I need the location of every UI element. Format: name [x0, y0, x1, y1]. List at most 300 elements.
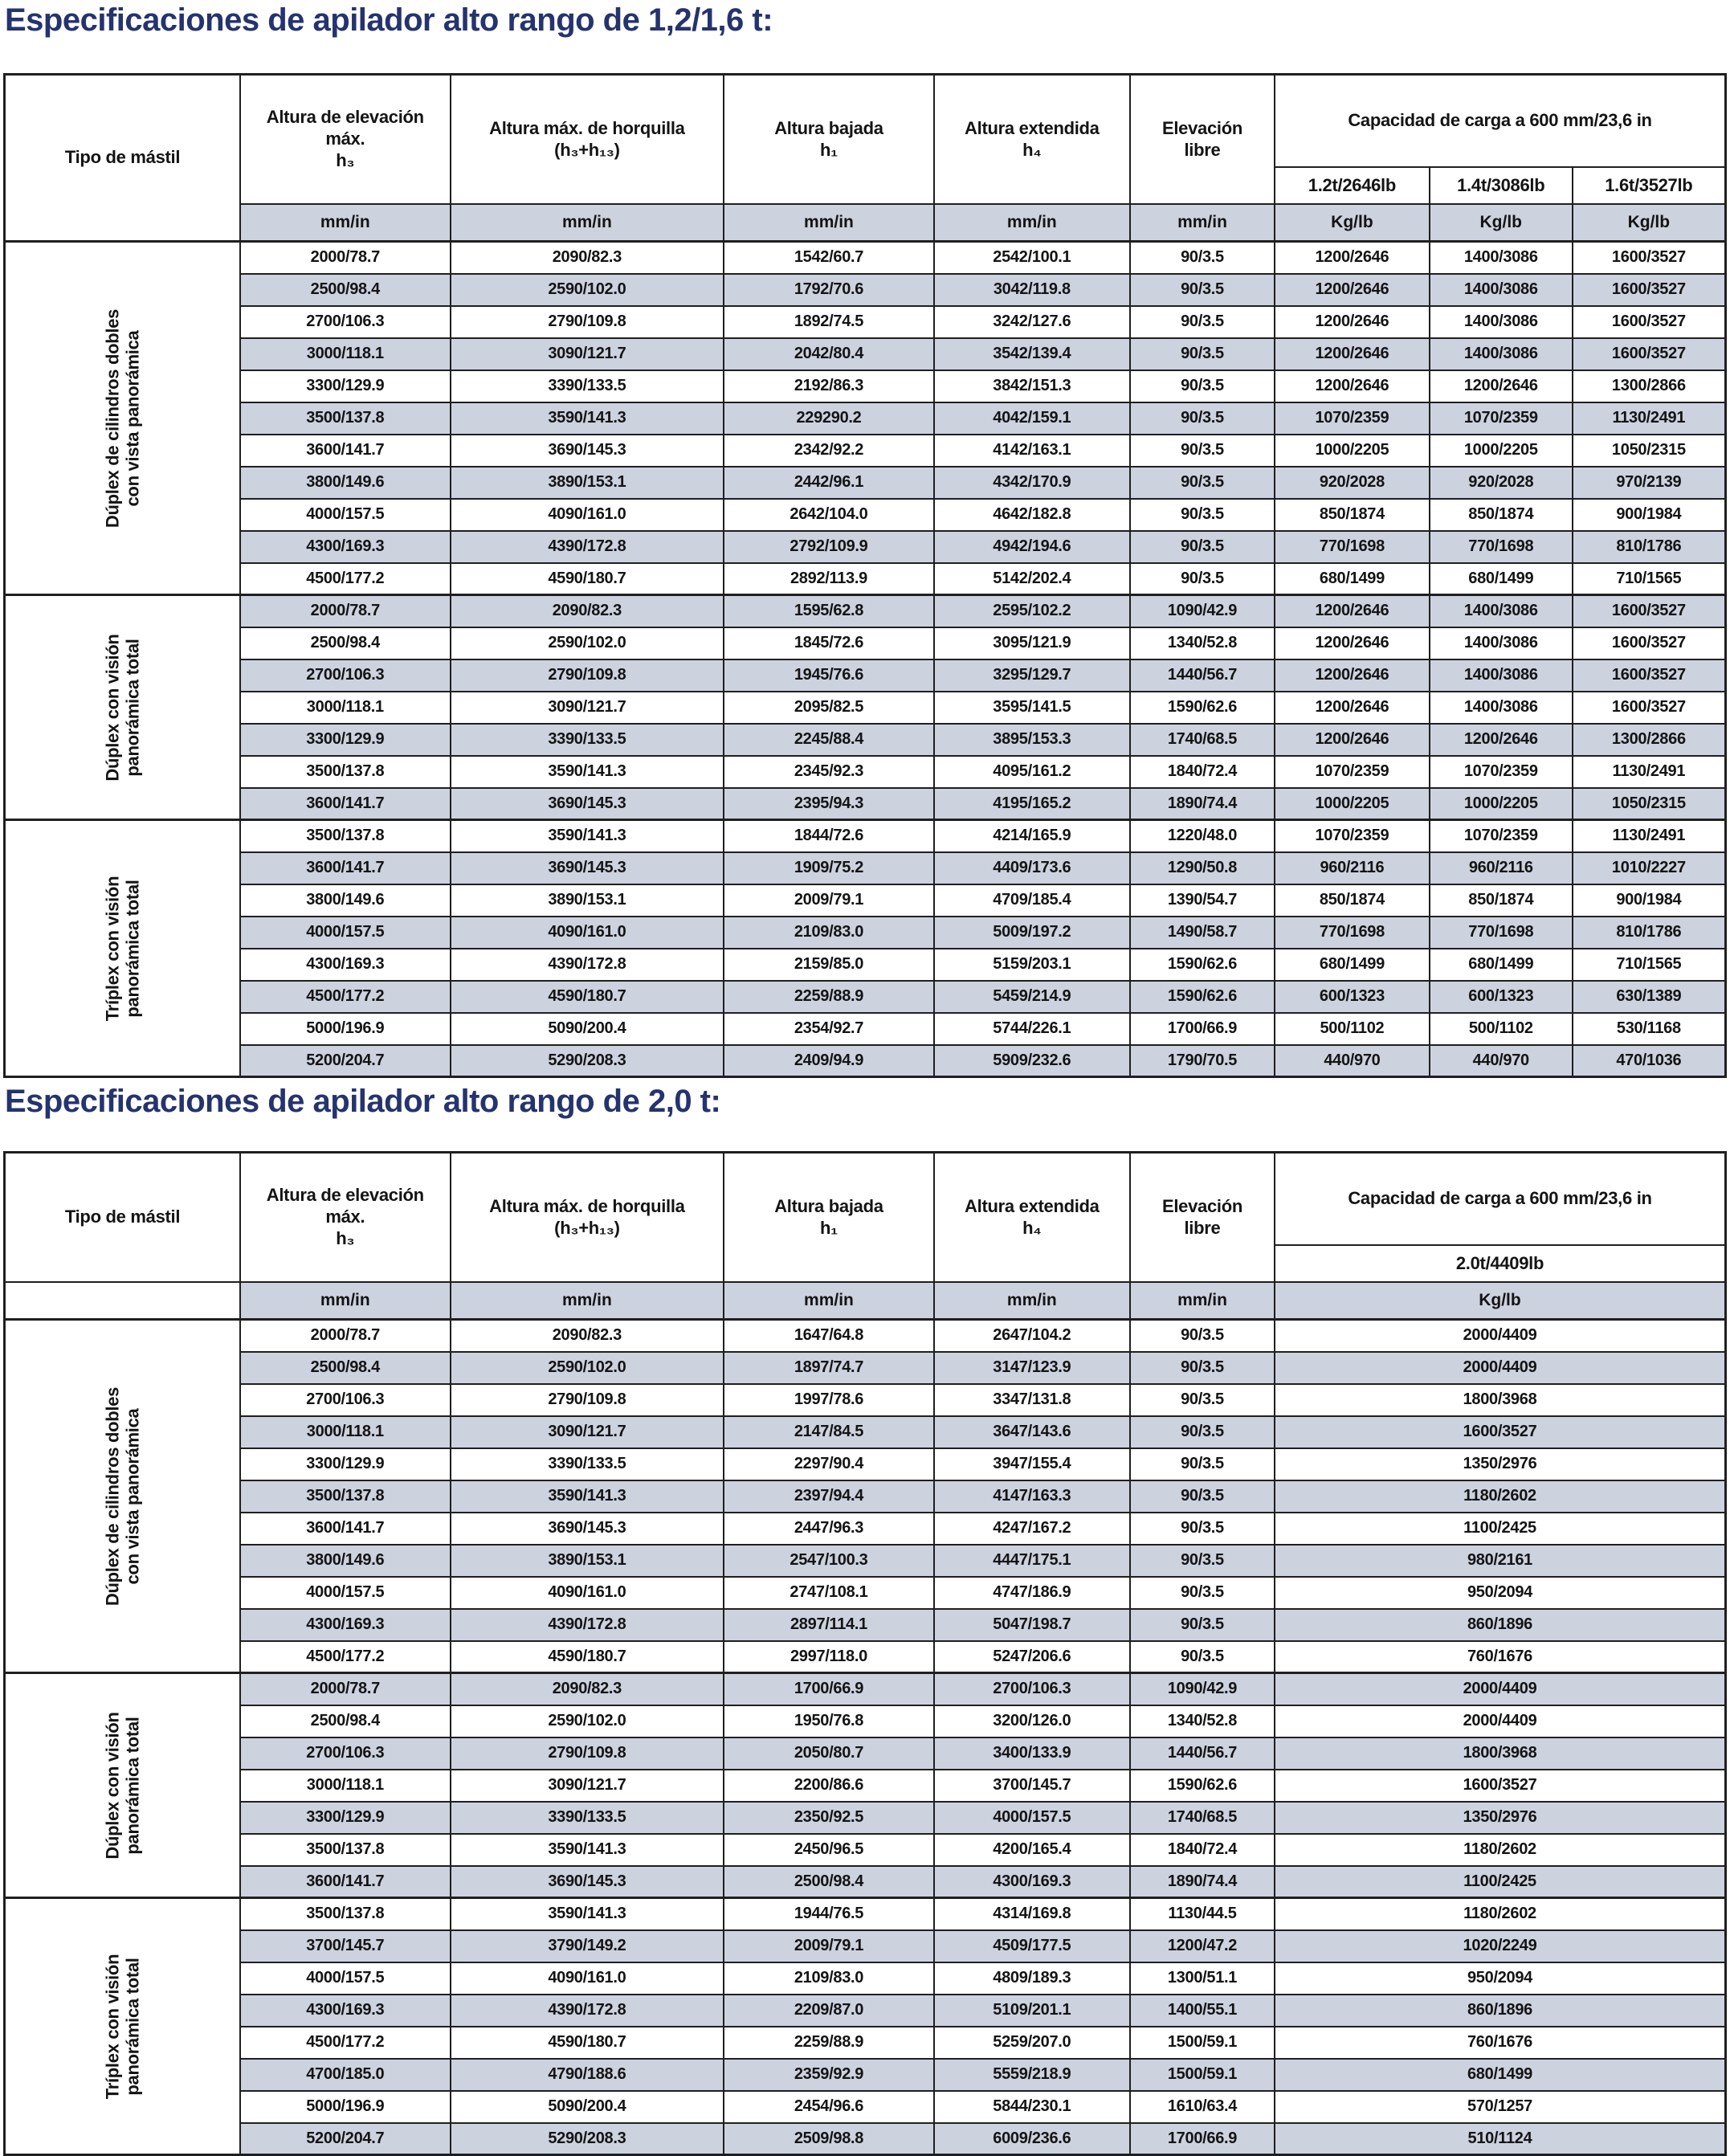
spec-cell: 1600/3527: [1573, 659, 1726, 692]
units-cell-mm-in: mm/in: [934, 1282, 1130, 1320]
spec-cell: 3600/141.7: [240, 852, 450, 884]
mast-group-label: [5, 1898, 241, 2155]
spec-cell: 1400/3086: [1430, 274, 1573, 306]
spec-cell: 1130/2491: [1573, 402, 1726, 435]
table-row: [5, 1545, 1726, 1577]
spec-cell: 2000/4409: [1275, 1673, 1726, 1705]
spec-cell: 5744/226.1: [934, 1013, 1130, 1045]
table-row: [5, 2027, 1726, 2059]
spec-cell: 1200/2646: [1275, 595, 1430, 627]
spec-cell: 4195/165.2: [934, 788, 1130, 820]
spec-cell: 2454/96.6: [724, 2091, 933, 2123]
spec-cell: 2192/86.3: [724, 370, 933, 402]
spec-cell: 2409/94.9: [724, 1045, 933, 1077]
spec-cell: 2790/109.8: [451, 659, 724, 692]
table-row: [5, 1737, 1726, 1770]
spec-cell: 1844/72.6: [724, 820, 933, 852]
spec-cell: 4300/169.3: [240, 949, 450, 981]
spec-cell: 1220/48.0: [1130, 820, 1275, 852]
spec-cell: 2090/82.3: [451, 242, 724, 274]
spec-cell: 3000/118.1: [240, 338, 450, 370]
spec-cell: 630/1389: [1573, 981, 1726, 1013]
spec-cell: 1700/66.9: [1130, 2123, 1275, 2155]
spec-cell: 1130/2491: [1573, 756, 1726, 788]
spec-cell: 2000/4409: [1275, 1705, 1726, 1737]
spec-cell: 229290.2: [724, 402, 933, 435]
spec-cell: 4590/180.7: [451, 2027, 724, 2059]
spec-cell: 4390/172.8: [451, 949, 724, 981]
spec-cell: 1300/2866: [1573, 370, 1726, 402]
spec-cell: 1997/78.6: [724, 1384, 933, 1416]
spec-cell: 4500/177.2: [240, 2027, 450, 2059]
spec-cell: 90/3.5: [1130, 1416, 1275, 1448]
spec-cell: 3790/149.2: [451, 1930, 724, 1962]
spec-cell: 3700/145.7: [934, 1770, 1130, 1802]
column-header-line: h₄: [1022, 1217, 1042, 1238]
spec-cell: 3690/145.3: [451, 852, 724, 884]
units-cell-mm-in: mm/in: [724, 204, 933, 242]
table-row: [5, 1609, 1726, 1641]
column-header-line: (h₃+h₁₃): [554, 139, 620, 160]
spec-cell: 2159/85.0: [724, 949, 933, 981]
spec-cell: 1600/3527: [1573, 595, 1726, 627]
table-row: [5, 242, 1726, 274]
spec-cell: 2500/98.4: [240, 1352, 450, 1384]
spec-cell: 3890/153.1: [451, 467, 724, 499]
spec-cell: 2359/92.9: [724, 2059, 933, 2091]
column-header-line: h₄: [1022, 139, 1042, 160]
spec-cell: 1200/2646: [1275, 338, 1430, 370]
column-header-line: Altura extendida: [965, 1195, 1100, 1216]
spec-cell: 1180/2602: [1275, 1480, 1726, 1513]
spec-cell: 4790/188.6: [451, 2059, 724, 2091]
spec-cell: 2500/98.4: [240, 274, 450, 306]
spec-cell: 4000/157.5: [240, 917, 450, 949]
spec-cell: 2000/78.7: [240, 242, 450, 274]
spec-cell: 950/2094: [1275, 1577, 1726, 1609]
mast-group-label-line: Dúplex de cilindros dobles: [101, 308, 122, 528]
spec-cell: 5009/197.2: [934, 917, 1130, 949]
spec-cell: 3500/137.8: [240, 756, 450, 788]
mast-group-label: [5, 595, 241, 820]
spec-cell: 2450/96.5: [724, 1834, 933, 1866]
table-row: [5, 435, 1726, 467]
spec-cell: 900/1984: [1573, 884, 1726, 917]
spec-cell: 1000/2205: [1275, 435, 1430, 467]
spec-cell: 4042/159.1: [934, 402, 1130, 435]
table-row: [5, 1770, 1726, 1802]
spec-cell: 4447/175.1: [934, 1545, 1130, 1577]
spec-cell: 1590/62.6: [1130, 692, 1275, 724]
spec-cell: 1200/2646: [1430, 724, 1573, 756]
spec-cell: 2259/88.9: [724, 2027, 933, 2059]
spec-cell: 2442/96.1: [724, 467, 933, 499]
spec-cell: 5109/201.1: [934, 1995, 1130, 2027]
spec-cell: 4090/161.0: [451, 1577, 724, 1609]
table-row: [5, 467, 1726, 499]
spec-cell: 1840/72.4: [1130, 1834, 1275, 1866]
units-cell-mm-in: mm/in: [1130, 204, 1275, 242]
spec-cell: 2700/106.3: [240, 306, 450, 338]
spec-cell: 4090/161.0: [451, 499, 724, 531]
spec-cell: 4509/177.5: [934, 1930, 1130, 1962]
spec-cell: 1340/52.8: [1130, 627, 1275, 659]
spec-cell: 2642/104.0: [724, 499, 933, 531]
spec-cell: 2397/94.4: [724, 1480, 933, 1513]
spec-cell: 1070/2359: [1430, 756, 1573, 788]
spec-cell: 4642/182.8: [934, 499, 1130, 531]
column-header-line: libre: [1184, 1217, 1221, 1238]
spec-cell: 1600/3527: [1275, 1416, 1726, 1448]
spec-cell: 2897/114.1: [724, 1609, 933, 1641]
spec-cell: 3647/143.6: [934, 1416, 1130, 1448]
spec-cell: 1070/2359: [1430, 820, 1573, 852]
spec-cell: 770/1698: [1275, 531, 1430, 563]
column-header: [240, 1153, 450, 1283]
column-header: [724, 1153, 933, 1283]
spec-cell: 1200/2646: [1430, 370, 1573, 402]
spec-cell: 4142/163.1: [934, 435, 1130, 467]
spec-cell: 440/970: [1430, 1045, 1573, 1077]
spec-cell: 3295/129.7: [934, 659, 1130, 692]
spec-cell: 4000/157.5: [240, 499, 450, 531]
spec-cell: 5090/200.4: [451, 2091, 724, 2123]
spec-cell: 3947/155.4: [934, 1448, 1130, 1480]
spec-table: [3, 73, 1727, 1078]
table-row: [5, 595, 1726, 627]
spec-cell: 2050/80.7: [724, 1737, 933, 1770]
spec-cell: 530/1168: [1573, 1013, 1726, 1045]
spec-cell: 90/3.5: [1130, 1609, 1275, 1641]
spec-cell: 1490/58.7: [1130, 917, 1275, 949]
spec-cell: 3390/133.5: [451, 1802, 724, 1834]
spec-cell: 3090/121.7: [451, 692, 724, 724]
units-cell-kg-lb: Kg/lb: [1275, 204, 1430, 242]
spec-cell: 5000/196.9: [240, 1013, 450, 1045]
column-header: [451, 75, 724, 205]
spec-cell: 4000/157.5: [240, 1962, 450, 1995]
mast-group: [5, 820, 1726, 1077]
column-header: [451, 1153, 724, 1283]
spec-cell: 5290/208.3: [451, 1045, 724, 1077]
column-header-line: Altura bajada: [774, 117, 883, 138]
spec-cell: 4709/185.4: [934, 884, 1130, 917]
spec-cell: 90/3.5: [1130, 1320, 1275, 1352]
mast-group-label-text: [103, 1712, 142, 1859]
spec-cell: 6009/236.6: [934, 2123, 1130, 2155]
spec-cell: 1350/2976: [1275, 1448, 1726, 1480]
spec-cell: 1070/2359: [1275, 820, 1430, 852]
table-row: [5, 1834, 1726, 1866]
table-row: [5, 2091, 1726, 2123]
mast-group: [5, 1898, 1726, 2155]
spec-cell: 4300/169.3: [240, 1609, 450, 1641]
spec-cell: 3595/141.5: [934, 692, 1130, 724]
spec-cell: 600/1323: [1275, 981, 1430, 1013]
spec-cell: 1000/2205: [1275, 788, 1430, 820]
spec-cell: 680/1499: [1275, 563, 1430, 595]
spec-cell: 2000/4409: [1275, 1352, 1726, 1384]
spec-cell: 3300/129.9: [240, 1448, 450, 1480]
spec-cell: 4942/194.6: [934, 531, 1130, 563]
table-row: [5, 1577, 1726, 1609]
spec-cell: 3500/137.8: [240, 1480, 450, 1513]
spec-cell: 3090/121.7: [451, 1416, 724, 1448]
spec-cell: 3590/141.3: [451, 402, 724, 435]
mast-group-label-line: Tríplex con visión: [101, 876, 122, 1021]
mast-group: [5, 1320, 1726, 1673]
spec-cell: 90/3.5: [1130, 499, 1275, 531]
spec-cell: 2297/90.4: [724, 1448, 933, 1480]
spec-cell: 3000/118.1: [240, 692, 450, 724]
column-header-line: Elevación: [1161, 1195, 1242, 1216]
spec-cell: 2350/92.5: [724, 1802, 933, 1834]
spec-cell: 2647/104.2: [934, 1320, 1130, 1352]
mast-group: [5, 1673, 1726, 1898]
units-cell-mm-in: mm/in: [451, 1282, 724, 1320]
spec-cell: 1200/2646: [1275, 724, 1430, 756]
spec-cell: 90/3.5: [1130, 402, 1275, 435]
spec-cell: 2090/82.3: [451, 1320, 724, 1352]
table-row: [5, 370, 1726, 402]
spec-cell: 1400/3086: [1430, 659, 1573, 692]
spec-cell: 850/1874: [1430, 884, 1573, 917]
spec-cell: 2509/98.8: [724, 2123, 933, 2155]
spec-cell: 1400/3086: [1430, 338, 1573, 370]
spec-cell: 1090/42.9: [1130, 595, 1275, 627]
table-row: [5, 1416, 1726, 1448]
spec-cell: 920/2028: [1275, 467, 1430, 499]
mast-group-label-line: panorámica total: [121, 638, 142, 777]
table-row: [5, 1641, 1726, 1673]
spec-cell: 2109/83.0: [724, 1962, 933, 1995]
spec-cell: 4090/161.0: [451, 1962, 724, 1995]
spec-cell: 4390/172.8: [451, 1609, 724, 1641]
spec-cell: 2790/109.8: [451, 306, 724, 338]
spec-cell: 1440/56.7: [1130, 659, 1275, 692]
spec-cell: 1050/2315: [1573, 788, 1726, 820]
spec-cell: 1070/2359: [1275, 756, 1430, 788]
spec-cell: 960/2116: [1430, 852, 1573, 884]
spec-cell: 2700/106.3: [240, 659, 450, 692]
spec-cell: 2700/106.3: [240, 1737, 450, 1770]
mast-group-label-line: Dúplex de cilindros dobles: [101, 1386, 122, 1606]
spec-cell: 4300/169.3: [240, 531, 450, 563]
table-row: [5, 2059, 1726, 2091]
spec-cell: 860/1896: [1275, 1995, 1726, 2027]
spec-cell: 3590/141.3: [451, 1480, 724, 1513]
units-cell-mm-in: mm/in: [240, 1282, 450, 1320]
units-cell-mm-in: mm/in: [1130, 1282, 1275, 1320]
spec-cell: 3147/123.9: [934, 1352, 1130, 1384]
spec-cell: 4590/180.7: [451, 981, 724, 1013]
spec-cell: 90/3.5: [1130, 370, 1275, 402]
spec-cell: 1200/2646: [1275, 370, 1430, 402]
spec-cell: 3590/141.3: [451, 756, 724, 788]
mast-group-label-line: Tríplex con visión: [101, 1954, 122, 2099]
spec-cell: 3390/133.5: [451, 724, 724, 756]
spec-cell: 90/3.5: [1130, 306, 1275, 338]
table-row: [5, 1352, 1726, 1384]
table-row: [5, 1448, 1726, 1480]
spec-cell: 5000/196.9: [240, 2091, 450, 2123]
spec-cell: 1070/2359: [1430, 402, 1573, 435]
spec-cell: 3590/141.3: [451, 820, 724, 852]
column-header-line: Altura de elevación: [266, 1185, 424, 1206]
spec-cell: 3542/139.4: [934, 338, 1130, 370]
spec-cell: 2342/92.2: [724, 435, 933, 467]
spec-cell: 810/1786: [1573, 917, 1726, 949]
spec-cell: 440/970: [1275, 1045, 1430, 1077]
spec-cell: 2547/100.3: [724, 1545, 933, 1577]
spec-cell: 90/3.5: [1130, 467, 1275, 499]
table-row: [5, 1898, 1726, 1930]
spec-cell: 1070/2359: [1275, 402, 1430, 435]
spec-cell: 90/3.5: [1130, 563, 1275, 595]
spec-cell: 3300/129.9: [240, 724, 450, 756]
spec-cell: 2590/102.0: [451, 627, 724, 659]
spec-cell: 3200/126.0: [934, 1705, 1130, 1737]
spec-cell: 3600/141.7: [240, 435, 450, 467]
table-row: [5, 1866, 1726, 1898]
spec-cell: 1130/44.5: [1130, 1898, 1275, 1930]
table-row: [5, 627, 1726, 659]
capacity-subheader: 1.4t/3086lb: [1430, 167, 1573, 204]
spec-cell: 4200/165.4: [934, 1834, 1130, 1866]
spec-cell: 1892/74.5: [724, 306, 933, 338]
spec-cell: 90/3.5: [1130, 1448, 1275, 1480]
spec-cell: 2090/82.3: [451, 1673, 724, 1705]
spec-cell: 2447/96.3: [724, 1513, 933, 1545]
spec-cell: 4409/173.6: [934, 852, 1130, 884]
spec-cell: 2395/94.3: [724, 788, 933, 820]
spec-cell: 90/3.5: [1130, 531, 1275, 563]
spec-cell: 2700/106.3: [934, 1673, 1130, 1705]
table-row: [5, 1513, 1726, 1545]
table-row: [5, 338, 1726, 370]
mast-group-label-line: con vista panorámica: [121, 1408, 142, 1584]
spec-cell: 810/1786: [1573, 531, 1726, 563]
capacity-subheader: 2.0t/4409lb: [1275, 1245, 1726, 1282]
table-row: [5, 1995, 1726, 2027]
spec-cell: 900/1984: [1573, 499, 1726, 531]
spec-cell: 4300/169.3: [240, 1995, 450, 2027]
spec-cell: 2700/106.3: [240, 1384, 450, 1416]
spec-cell: 4809/189.3: [934, 1962, 1130, 1995]
spec-cell: 1890/74.4: [1130, 788, 1275, 820]
spec-cell: 90/3.5: [1130, 435, 1275, 467]
spec-cell: 3500/137.8: [240, 402, 450, 435]
spec-cell: 3390/133.5: [451, 370, 724, 402]
spec-cell: 3690/145.3: [451, 435, 724, 467]
spec-cell: 2595/102.2: [934, 595, 1130, 627]
mast-group-label: [5, 820, 241, 1077]
spec-cell: 1600/3527: [1573, 306, 1726, 338]
spec-cell: 3590/141.3: [451, 1898, 724, 1930]
spec-cell: 3242/127.6: [934, 306, 1130, 338]
spec-cell: 1050/2315: [1573, 435, 1726, 467]
spec-cell: 760/1676: [1275, 1641, 1726, 1673]
spec-cell: 2000/4409: [1275, 1320, 1726, 1352]
mast-group-label-line: Dúplex con visión: [101, 633, 122, 782]
spec-cell: 5200/204.7: [240, 2123, 450, 2155]
mast-group-label-line: panorámica total: [121, 879, 142, 1018]
spec-cell: 3000/118.1: [240, 1416, 450, 1448]
spec-cell: 1595/62.8: [724, 595, 933, 627]
spec-cell: 5459/214.9: [934, 981, 1130, 1013]
spec-cell: 850/1874: [1430, 499, 1573, 531]
spec-cell: 1590/62.6: [1130, 949, 1275, 981]
spec-cell: 510/1124: [1275, 2123, 1726, 2155]
spec-cell: 1909/75.2: [724, 852, 933, 884]
table-row: [5, 402, 1726, 435]
spec-cell: 760/1676: [1275, 2027, 1726, 2059]
spec-cell: 90/3.5: [1130, 1545, 1275, 1577]
spec-cell: 5844/230.1: [934, 2091, 1130, 2123]
capacity-subheader: 1.2t/2646lb: [1275, 167, 1430, 204]
spec-cell: 90/3.5: [1130, 1513, 1275, 1545]
spec-cell: 3600/141.7: [240, 1866, 450, 1898]
column-header-line: Altura bajada: [774, 1195, 883, 1216]
spec-cell: 90/3.5: [1130, 1384, 1275, 1416]
spec-cell: 3000/118.1: [240, 1770, 450, 1802]
spec-cell: 4300/169.3: [934, 1866, 1130, 1898]
spec-cell: 1950/76.8: [724, 1705, 933, 1737]
mast-group-label: [5, 242, 241, 595]
spec-cell: 5200/204.7: [240, 1045, 450, 1077]
spec-cell: 4090/161.0: [451, 917, 724, 949]
spec-cell: 4390/172.8: [451, 1995, 724, 2027]
mast-group: [5, 242, 1726, 595]
mast-group-label: [5, 1320, 241, 1673]
spec-cell: 1590/62.6: [1130, 981, 1275, 1013]
spec-cell: 5090/200.4: [451, 1013, 724, 1045]
spec-cell: 90/3.5: [1130, 242, 1275, 274]
spec-cell: 5047/198.7: [934, 1609, 1130, 1641]
spec-cell: 3600/141.7: [240, 1513, 450, 1545]
capacity-header: Capacidad de carga a 600 mm/23,6 in: [1275, 75, 1726, 168]
column-header: [1130, 75, 1275, 205]
units-cell-mm-in: mm/in: [724, 1282, 933, 1320]
mast-group: [5, 595, 1726, 820]
spec-cell: 1440/56.7: [1130, 1737, 1275, 1770]
spec-cell: 1740/68.5: [1130, 1802, 1275, 1834]
spec-cell: 770/1698: [1430, 531, 1573, 563]
spec-cell: 1600/3527: [1275, 1770, 1726, 1802]
units-empty-cell: [5, 1282, 241, 1320]
spec-cell: 1200/2646: [1275, 274, 1430, 306]
spec-cell: 3042/119.8: [934, 274, 1130, 306]
spec-cell: 5909/232.6: [934, 1045, 1130, 1077]
table-row: [5, 1013, 1726, 1045]
column-header-line: h₁: [820, 1217, 838, 1238]
table-row: [5, 884, 1726, 917]
spec-cell: 1300/2866: [1573, 724, 1726, 756]
mast-group-label-text: [103, 634, 142, 781]
mast-group-label-line: con vista panorámica: [121, 330, 142, 506]
spec-cell: 2590/102.0: [451, 1705, 724, 1737]
table-row: [5, 724, 1726, 756]
spec-cell: 3347/131.8: [934, 1384, 1130, 1416]
table-row: [5, 1320, 1726, 1352]
spec-cell: 2000/78.7: [240, 1320, 450, 1352]
spec-cell: 4000/157.5: [934, 1802, 1130, 1834]
spec-cell: 710/1565: [1573, 563, 1726, 595]
spec-cell: 2997/118.0: [724, 1641, 933, 1673]
mast-group-label-text: [103, 876, 142, 1020]
mast-type-header: Tipo de mástil: [5, 1153, 241, 1283]
spec-cell: 2747/108.1: [724, 1577, 933, 1609]
